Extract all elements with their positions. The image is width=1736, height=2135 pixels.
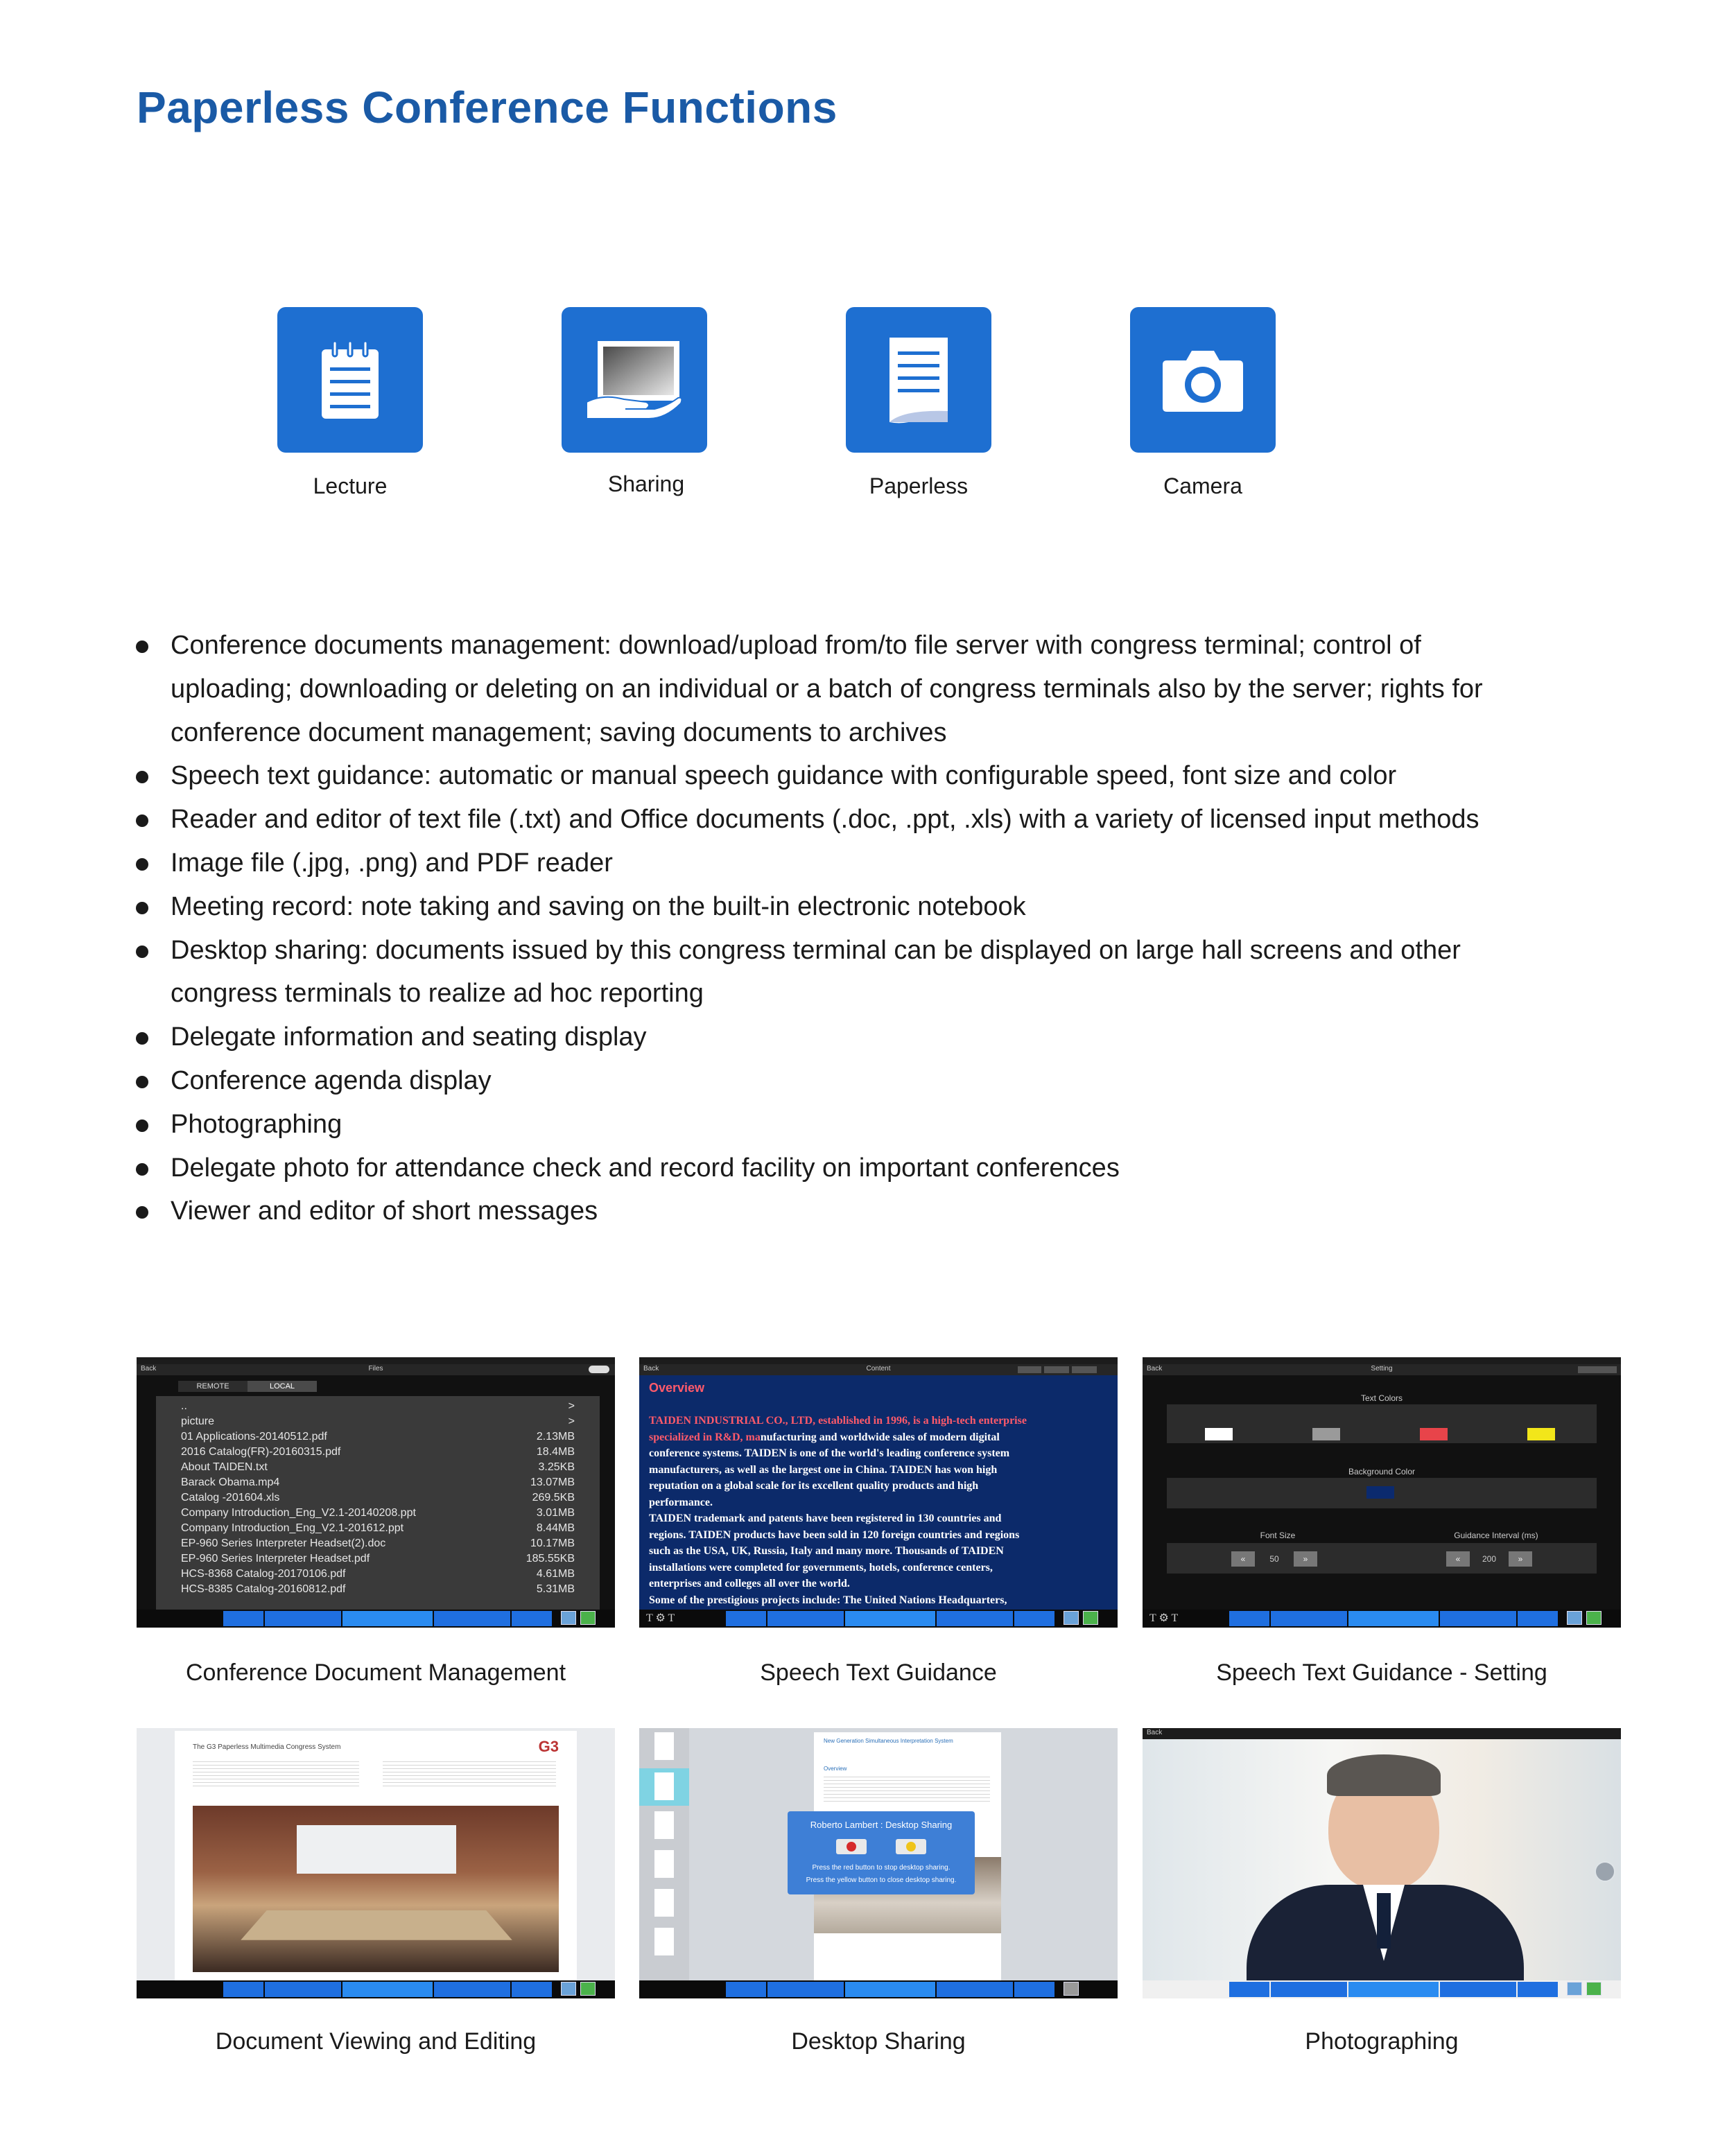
decrease-button[interactable]: « — [1231, 1551, 1255, 1567]
screenshot-document-management — [137, 1357, 615, 1628]
red-dot-icon — [847, 1842, 856, 1851]
mic2-button[interactable] — [1440, 1982, 1516, 1997]
speak-button[interactable] — [845, 1611, 935, 1626]
background-color-label: Background Color — [1348, 1467, 1416, 1476]
page-title: Paperless Conference Functions — [137, 82, 837, 132]
hand-picture-icon — [582, 338, 686, 421]
mic2-button[interactable] — [434, 1611, 510, 1626]
file-row[interactable] — [181, 1492, 575, 1507]
file-size: 185.55KB — [526, 1553, 575, 1565]
bullet — [136, 1206, 148, 1219]
speed-up-button[interactable] — [1072, 1366, 1097, 1373]
feature-item: Reader and editor of text file (.txt) and Office documents (.doc, .ppt, .xls) with a variety of licensed input methods — [136, 798, 1522, 842]
camera-viewfinder — [1143, 1739, 1621, 1980]
pen-icon[interactable] — [1586, 1611, 1602, 1625]
color-swatch-gray[interactable] — [1312, 1428, 1340, 1440]
volume-up-button[interactable] — [512, 1982, 552, 1997]
speak-button[interactable] — [342, 1611, 433, 1626]
mic2-button[interactable] — [937, 1982, 1013, 1997]
pen-icon[interactable] — [1586, 1982, 1602, 1996]
toolbar — [1143, 1980, 1621, 1998]
caption-desktop-sharing: Desktop Sharing — [791, 2028, 966, 2055]
bullet — [136, 1032, 148, 1045]
dialog-title: Roberto Lambert : Desktop Sharing — [810, 1820, 953, 1830]
document-heading: New Generation Simultaneous Interpretation System — [824, 1738, 953, 1744]
volume-down-button[interactable] — [1229, 1982, 1269, 1997]
speak-button[interactable] — [342, 1982, 433, 1997]
feature-list — [136, 624, 1522, 1233]
feature-item-continued: uploading; downloading or deleting on an individual or a batch of congress terminals also by the server; rights for — [171, 674, 1483, 704]
file-size: > — [568, 1415, 575, 1427]
file-size: 3.25KB — [538, 1461, 575, 1473]
file-row[interactable] — [181, 1446, 575, 1461]
file-size: 2.13MB — [536, 1431, 575, 1443]
feature-item: Delegate photo for attendance check and record facility on important conferences — [136, 1147, 1522, 1190]
file-name: HCS-8385 Catalog-20160812.pdf — [181, 1583, 346, 1595]
icon-label-lecture: Lecture — [313, 473, 388, 498]
file-row[interactable] — [181, 1415, 575, 1431]
header-bar — [1143, 1728, 1621, 1739]
header-bar — [639, 1364, 1118, 1375]
file-size: 4.61MB — [536, 1568, 575, 1580]
file-name: Barack Obama.mp4 — [181, 1476, 280, 1488]
feature-item: Viewer and editor of short messages — [136, 1190, 1522, 1233]
feature-item: Conference agenda display — [136, 1059, 1522, 1103]
feature-item: Image file (.jpg, .png) and PDF reader — [136, 842, 1522, 885]
file-size: 269.5KB — [532, 1492, 575, 1504]
feature-item: Speech text guidance: automatic or manual speech guidance with configurable speed, font size and color — [136, 754, 1522, 798]
notepad-icon — [312, 338, 388, 421]
projection-screen — [297, 1825, 456, 1874]
speech-line: Some of the prestigious projects include: The United Nations Headquarters, — [649, 1594, 1007, 1606]
bullet — [136, 1076, 148, 1088]
caption-document-management: Conference Document Management — [185, 1659, 566, 1686]
slow-down-button[interactable] — [1044, 1366, 1069, 1373]
file-name: Company Introduction_Eng_V2.1-201612.ppt — [181, 1522, 404, 1534]
volume-up-button[interactable] — [1518, 1982, 1558, 1997]
file-name: Company Introduction_Eng_V2.1-20140208.ppt — [181, 1507, 416, 1519]
screenshot-speech-setting — [1143, 1357, 1621, 1628]
screen-icon[interactable] — [1567, 1982, 1582, 1996]
file-row[interactable] — [181, 1553, 575, 1568]
yellow-dot-icon — [906, 1842, 916, 1851]
document-subheading: Overview — [824, 1766, 847, 1772]
screen-icon[interactable] — [561, 1611, 576, 1625]
volume-up-button[interactable] — [512, 1611, 552, 1626]
screen-icon[interactable] — [1567, 1611, 1582, 1625]
bullet — [136, 771, 148, 783]
file-name: 2016 Catalog(FR)-20160315.pdf — [181, 1446, 341, 1458]
font-size-value: 50 — [1269, 1554, 1279, 1564]
screenshot-document-viewing — [137, 1728, 615, 1998]
font-size-label: Font Size — [1260, 1531, 1296, 1540]
color-swatch-red[interactable] — [1420, 1428, 1448, 1440]
page-thumbnail[interactable] — [654, 1732, 674, 1760]
icon-label-sharing: Sharing — [607, 471, 685, 496]
document-icon — [884, 335, 953, 425]
toolbar — [137, 1610, 615, 1628]
volume-up-button[interactable] — [1014, 1611, 1054, 1626]
file-row[interactable] — [181, 1522, 575, 1537]
speech-line: reputation on a global scale for its excellent quality products and high — [649, 1480, 979, 1492]
cancel-button[interactable] — [1018, 1366, 1041, 1373]
restore-default-button[interactable] — [1578, 1366, 1617, 1373]
lecture-tile[interactable] — [277, 307, 423, 453]
paperless-tile[interactable] — [846, 307, 991, 453]
back-link[interactable]: Back — [643, 1365, 659, 1372]
toolbar — [1143, 1610, 1621, 1628]
file-name: picture — [181, 1415, 215, 1427]
tab-local[interactable]: LOCAL — [248, 1381, 317, 1392]
speech-line: manufacturers, as well as the largest one in China. TAIDEN has won high — [649, 1463, 998, 1476]
conference-room-image — [193, 1806, 559, 1972]
file-name: Catalog -201604.xls — [181, 1492, 280, 1504]
screenshot-photographing — [1143, 1728, 1621, 1998]
speech-text — [649, 1413, 1083, 1608]
increase-button[interactable]: » — [1509, 1551, 1532, 1567]
mic-button[interactable] — [1271, 1982, 1347, 1997]
overview-heading: Overview — [649, 1381, 705, 1395]
interval-stepper[interactable] — [1446, 1551, 1532, 1567]
camera-tile[interactable] — [1130, 307, 1276, 453]
toolbar — [639, 1980, 1118, 1998]
file-row[interactable] — [181, 1400, 575, 1415]
speech-line: enterprises and colleges all over the world. — [649, 1578, 850, 1589]
file-size: 5.31MB — [536, 1583, 575, 1595]
font-size-stepper[interactable] — [1231, 1551, 1317, 1567]
page-thumbnail[interactable] — [654, 1889, 674, 1917]
volume-up-button[interactable] — [1014, 1982, 1054, 1997]
conference-table — [241, 1910, 512, 1940]
text-block — [824, 1774, 990, 1802]
file-name: HCS-8368 Catalog-20170106.pdf — [181, 1568, 346, 1580]
bullet — [136, 640, 148, 653]
file-size: 8.44MB — [536, 1522, 575, 1534]
icon-label-camera: Camera — [1163, 473, 1242, 498]
file-name: 01 Applications-20140512.pdf — [181, 1431, 327, 1443]
dialog-hint-red: Press the red button to stop desktop sharing. — [812, 1864, 951, 1872]
file-row[interactable] — [181, 1476, 575, 1492]
camera-icon — [1160, 347, 1246, 413]
status-bar — [639, 1357, 1118, 1364]
mic-button[interactable] — [1271, 1611, 1347, 1626]
file-name: .. — [181, 1400, 187, 1412]
caption-speech-setting: Speech Text Guidance - Setting — [1216, 1659, 1547, 1686]
mic2-button[interactable] — [434, 1982, 510, 1997]
header-title: Content — [866, 1365, 891, 1372]
desktop-sharing-dialog — [788, 1811, 975, 1894]
file-size: 13.07MB — [530, 1476, 575, 1488]
pen-icon[interactable] — [1083, 1611, 1098, 1625]
text-block — [383, 1759, 556, 1786]
page-thumbnail[interactable] — [654, 1928, 674, 1955]
file-row[interactable] — [181, 1583, 575, 1598]
close-sharing-button[interactable] — [896, 1839, 926, 1854]
back-link[interactable]: Back — [141, 1365, 157, 1372]
volume-down-button[interactable] — [1229, 1611, 1269, 1626]
mic2-button[interactable] — [1440, 1611, 1516, 1626]
sharing-tile[interactable] — [562, 307, 707, 453]
back-link[interactable]: Back — [1147, 1365, 1163, 1372]
file-name: EP-960 Series Interpreter Headset(2).doc — [181, 1537, 386, 1549]
mic-button[interactable] — [767, 1611, 844, 1626]
header-title: Setting — [1371, 1365, 1393, 1372]
caption-photographing: Photographing — [1305, 2028, 1459, 2055]
pen-icon[interactable] — [580, 1982, 596, 1996]
file-row[interactable] — [181, 1507, 575, 1522]
dialog-hint-yellow: Press the yellow button to close desktop sharing. — [806, 1876, 957, 1884]
feature-item: Desktop sharing: documents issued by this congress terminal can be displayed on large hall screens and other — [136, 929, 1522, 973]
feature-item: Photographing — [136, 1103, 1522, 1147]
speech-line: such as the USA, UK, Russia, Italy and many more. Thousands of TAIDEN — [649, 1545, 1004, 1557]
background-swatch[interactable] — [1366, 1486, 1394, 1499]
speech-content — [639, 1375, 1118, 1610]
page-thumbnail[interactable] — [654, 1772, 674, 1800]
speech-line: conference systems. TAIDEN is one of the world's leading conference system — [649, 1447, 1010, 1459]
feature-item-continued: congress terminals to realize ad hoc reporting — [171, 979, 704, 1009]
bullet — [136, 946, 148, 958]
speech-line: installations were completed for governments, hotels, conference centers, — [649, 1561, 993, 1574]
speak-button[interactable] — [845, 1982, 935, 1997]
screen-icon[interactable] — [561, 1982, 576, 1996]
screenshot-desktop-sharing — [639, 1728, 1118, 1998]
volume-down-button[interactable] — [223, 1611, 263, 1626]
file-size: > — [568, 1400, 575, 1412]
screenshot-speech-text-guidance — [639, 1357, 1118, 1628]
caption-speech-text-guidance: Speech Text Guidance — [760, 1659, 997, 1686]
shutter-button[interactable] — [1595, 1861, 1615, 1882]
color-swatch-yellow[interactable] — [1527, 1428, 1555, 1440]
file-name: EP-960 Series Interpreter Headset.pdf — [181, 1553, 370, 1565]
mic-button[interactable] — [265, 1611, 341, 1626]
bullet — [136, 858, 148, 871]
file-size: 10.17MB — [530, 1537, 575, 1549]
volume-up-button[interactable] — [1518, 1611, 1558, 1626]
text-colors-label: Text Colors — [1360, 1393, 1403, 1403]
file-row[interactable] — [181, 1461, 575, 1476]
volume-down-button[interactable] — [726, 1982, 766, 1997]
person-hair — [1327, 1754, 1441, 1796]
person-tie — [1377, 1893, 1391, 1949]
pen-icon[interactable] — [580, 1611, 596, 1625]
color-swatch-white[interactable] — [1205, 1428, 1233, 1440]
file-row[interactable] — [181, 1431, 575, 1446]
toolbar — [137, 1980, 615, 1998]
header-bar — [1143, 1364, 1621, 1375]
interval-value: 200 — [1482, 1554, 1497, 1564]
thumbnail-sidebar — [639, 1728, 689, 1980]
file-row[interactable] — [181, 1568, 575, 1583]
file-row[interactable] — [181, 1537, 575, 1553]
text-size-icon[interactable]: T ⚙ T — [1149, 1612, 1179, 1624]
icon-label-paperless: Paperless — [869, 473, 969, 498]
back-link[interactable]: Back — [1147, 1729, 1163, 1736]
file-list — [156, 1357, 600, 1610]
speech-line: performance. — [649, 1496, 713, 1508]
file-name: About TAIDEN.txt — [181, 1461, 268, 1473]
screen-icon[interactable] — [1064, 1982, 1079, 1996]
increase-button[interactable]: » — [1294, 1551, 1317, 1567]
text-block — [193, 1759, 359, 1786]
speech-line: TAIDEN trademark and patents have been registered in 130 countries and — [649, 1513, 1002, 1524]
mic-button[interactable] — [767, 1982, 844, 1997]
file-size: 18.4MB — [536, 1446, 575, 1458]
brand-logo: G3 — [538, 1738, 559, 1755]
bullet — [136, 814, 148, 827]
feature-item: Meeting record: note taking and saving on the built-in electronic notebook — [136, 885, 1522, 929]
bullet — [136, 1163, 148, 1176]
toolbar — [639, 1610, 1118, 1628]
decrease-button[interactable]: « — [1446, 1551, 1470, 1567]
speech-line: specialized in R&D, manufacturing and worldwide sales of modern digital — [649, 1431, 1000, 1443]
bullet — [136, 902, 148, 914]
document-page — [175, 1731, 577, 1980]
tab-remote[interactable]: REMOTE — [178, 1381, 248, 1392]
speech-line: regions. TAIDEN products have been sold in 120 foreign countries and regions — [649, 1528, 1020, 1541]
feature-item-continued: conference document management; saving documents to archives — [171, 717, 947, 747]
header-title: Files — [368, 1365, 383, 1372]
speech-line: TAIDEN INDUSTRIAL CO., LTD, established in 1996, is a high-tech enterprise — [649, 1415, 1027, 1427]
bullet — [136, 1119, 148, 1132]
guidance-interval-label: Guidance Interval (ms) — [1454, 1531, 1538, 1540]
status-bar — [1143, 1357, 1621, 1364]
feature-item: Conference documents management: download/upload from/to file server with congress terminal; control of — [136, 624, 1522, 668]
screen-icon[interactable] — [1064, 1611, 1079, 1625]
mic2-button[interactable] — [937, 1611, 1013, 1626]
stop-sharing-button[interactable] — [836, 1839, 867, 1854]
document-title: The G3 Paperless Multimedia Congress System — [193, 1743, 341, 1751]
page-thumbnail[interactable] — [654, 1811, 674, 1839]
caption-document-viewing: Document Viewing and Editing — [215, 2028, 537, 2055]
mic-button[interactable] — [265, 1982, 341, 1997]
page-thumbnail[interactable] — [654, 1850, 674, 1878]
volume-down-button[interactable] — [726, 1611, 766, 1626]
speak-button[interactable] — [1348, 1611, 1439, 1626]
text-size-icon[interactable]: T ⚙ T — [646, 1612, 675, 1624]
speak-button[interactable] — [1348, 1982, 1439, 1997]
volume-down-button[interactable] — [223, 1982, 263, 1997]
feature-item: Delegate information and seating display — [136, 1016, 1522, 1059]
file-size: 3.01MB — [536, 1507, 575, 1519]
